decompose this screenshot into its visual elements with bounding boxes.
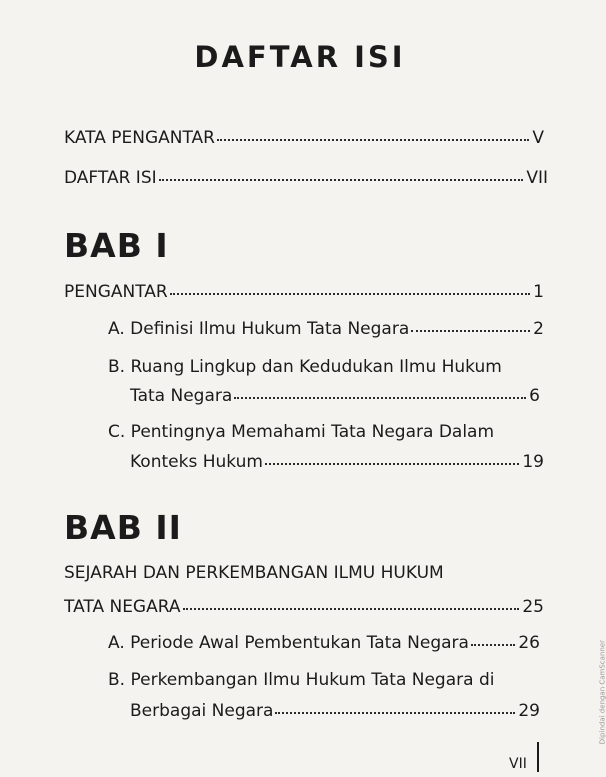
toc-entry-title-line2: Berbagai Negara	[130, 701, 274, 721]
toc-entry-title: PENGANTAR	[64, 282, 168, 302]
dot-leader	[471, 643, 515, 646]
toc-entry-title: A. Periode Awal Pembentukan Tata Negara	[108, 633, 469, 653]
footer-rule	[537, 742, 539, 772]
toc-entry-page: 2	[533, 319, 544, 339]
dot-leader	[411, 329, 530, 332]
toc-entry-kata-pengantar[interactable]	[64, 128, 544, 148]
toc-entry-title-line1: B. Ruang Lingkup dan Kedudukan Ilmu Hukum	[108, 357, 502, 377]
toc-entry-page: 19	[522, 452, 544, 472]
toc-entry-title: DAFTAR ISI	[64, 168, 157, 188]
chapter-heading-bab-2: BAB II	[64, 508, 182, 547]
toc-entry-title-line2: TATA NEGARA	[64, 597, 181, 617]
toc-entry-page: 25	[522, 597, 544, 617]
toc-entry-page: 29	[518, 701, 540, 721]
toc-entry-page: 26	[518, 633, 540, 653]
dot-leader	[234, 396, 526, 399]
dot-leader	[183, 607, 520, 610]
toc-entry-title-line1: SEJARAH DAN PERKEMBANGAN ILMU HUKUM	[64, 563, 444, 583]
toc-entry-ruang-lingkup[interactable]	[130, 386, 540, 406]
page-title: DAFTAR ISI	[194, 40, 406, 74]
dot-leader	[170, 292, 530, 295]
toc-entry-page: V	[532, 128, 544, 148]
toc-entry-page: 1	[533, 282, 544, 302]
toc-entry-pentingnya[interactable]	[130, 452, 544, 472]
scanner-watermark: Dipindai dengan CamScanner	[598, 640, 606, 745]
toc-entry-title-line1: B. Perkembangan Ilmu Hukum Tata Negara di	[108, 670, 495, 690]
toc-entry-title-line1: C. Pentingnya Memahami Tata Negara Dalam	[108, 422, 495, 442]
toc-entry-perkembangan[interactable]	[130, 701, 540, 721]
toc-entry-title: A. Definisi Ilmu Hukum Tata Negara	[108, 319, 410, 339]
toc-entry-title: KATA PENGANTAR	[64, 128, 215, 148]
toc-entry-pengantar[interactable]	[64, 282, 544, 302]
toc-entry-title-line2: Tata Negara	[130, 386, 233, 406]
chapter-heading-bab-1: BAB I	[64, 226, 169, 265]
toc-entry-title-line2: Konteks Hukum	[130, 452, 263, 472]
toc-entry-definisi[interactable]	[108, 319, 544, 339]
dot-leader	[159, 178, 524, 181]
dot-leader	[275, 711, 515, 714]
toc-entry-page: VII	[526, 168, 548, 188]
toc-entry-sejarah[interactable]	[64, 597, 544, 617]
toc-entry-daftar-isi[interactable]	[64, 168, 548, 188]
toc-entry-periode-awal[interactable]	[108, 633, 540, 653]
footer-page-number: VII	[509, 756, 527, 772]
dot-leader	[217, 138, 529, 141]
toc-entry-page: 6	[529, 386, 540, 406]
dot-leader	[265, 462, 519, 465]
